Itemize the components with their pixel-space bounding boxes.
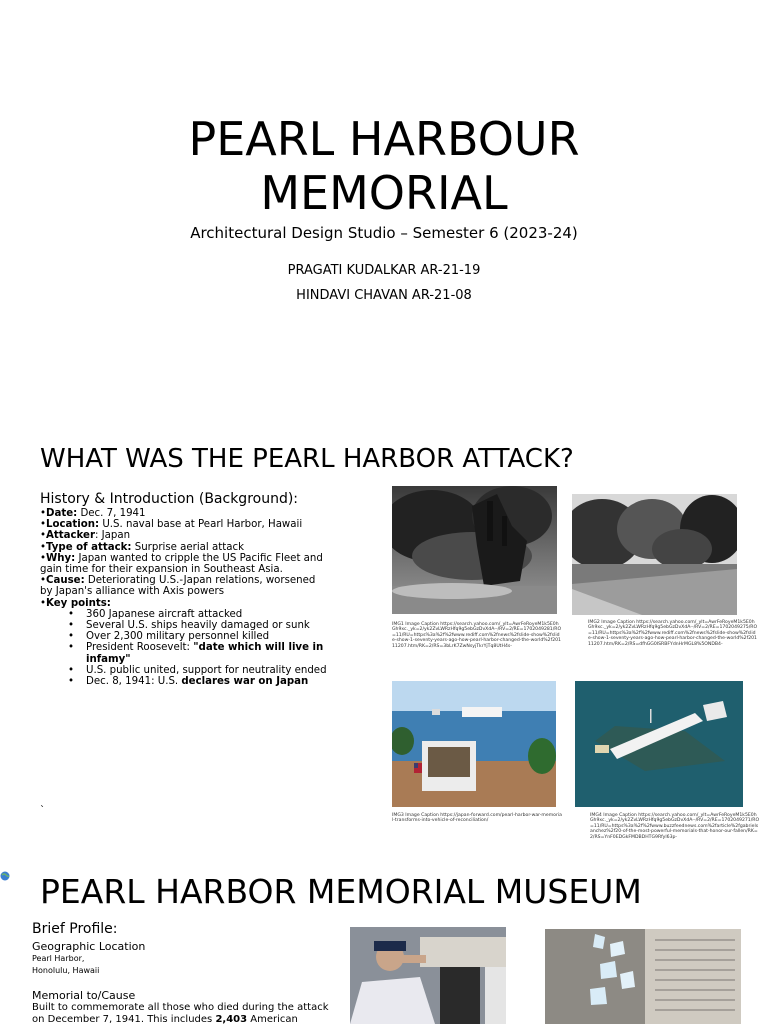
author-1: PRAGATI KUDALKAR AR-21-19: [287, 263, 481, 278]
fact-why: •Why: Japan wanted to cripple the US Pacific Fleet and gain time for their expansion in Southeast Asia.: [40, 552, 323, 576]
key-point: • Several U.S. ships heavily damaged or sunk: [86, 620, 330, 631]
caption-img2: IMG2 Image Caption https://search.yahoo.com/_ylt=AwrFeRoyeM1k5E0hGh9xc._yk=2/yk2ZvLWRzHfq9g5ebGzDvXdA--/RV=2/RE=1702049275/RO=11/RU=https%3a%2f%2fwww.rediff.com%2fnews%2fslide-show%2fslide-show-1-seventy-years-ago-how-pearl-harbor-changed-the-world%2f20111207.htm/RK=2/RS=dfhGG0ISRBFYdnHrMGL8%5ONDB4-: [588, 620, 758, 647]
photo-memorial-aerial: [575, 681, 743, 807]
history-title: History & Introduction (Background):: [40, 491, 299, 507]
museum-heading: PEARL HARBOR MEMORIAL MUSEUM: [40, 872, 642, 911]
stray-mark: `: [40, 805, 45, 816]
brief-profile-label: Brief Profile:: [32, 921, 118, 937]
key-point: • Dec. 8, 1941: U.S. declares war on Japan: [86, 676, 330, 687]
photo-harbor-smoke: [572, 494, 737, 615]
key-point: • Over 2,300 military personnel killed: [86, 631, 330, 642]
geo-line-2: Honolulu, Hawaii: [32, 966, 100, 975]
fact-type: •Type of attack: Surprise aerial attack: [40, 541, 244, 553]
fact-date: •Date: Dec. 7, 1941: [40, 508, 146, 519]
page-title: [0, 112, 768, 220]
photo-memorial-plaque: [392, 681, 556, 807]
caption-img4: IMG4 Image Caption https://search.yahoo.com/_ylt=AwrFeRoyeM1k5E0hGh9xc._yk=2/yk2ZvLWRzHfq9g5ebGzDvXdA--/RV=2/RE=1702049271/RO=11/RU=https%3a%2f%2fwww.buzzfeednews.com%2farticle%2fgabrielsanchez%2f20-of-the-most-powerful-memorials-that-honor-our-fallen/RK=2/RS=YnF0EDGkFMDBDHTG9Rfyl63p-: [590, 813, 760, 840]
caption-img1: IMG1 Image Caption https://search.yahoo.com/_ylt=AwrFeRoyeM1k5E0hGh9xc._yk=2/yk2ZvLWRzHfq9g5ebGzDvXdA--/RV=2/RE=1702049281/RO=11/RU=https%3a%2f%2fwww.rediff.com%2fnews%2fslide-show%2fslide-show-1-seventy-years-ago-how-pearl-harbor-changed-the-world%2f20111207.htm/RK=2/RS=3bLrK7ZwNsyjTkrYjTq8UtH4s-: [392, 622, 562, 649]
key-point: • 360 Japanese aircraft attacked: [86, 609, 330, 620]
photo-burning-battleship: [392, 486, 557, 614]
fact-cause: •Cause: Deteriorating U.S.-Japan relations, worsened by Japan's alliance with Axis powers: [40, 575, 316, 598]
facts-list: [40, 508, 330, 687]
memorial-description: Built to commemorate all those who died during the attack on December 7, 1941. This includes 2,403 American: [32, 1002, 329, 1025]
geo-line-1: Pearl Harbor,: [32, 954, 85, 963]
title-line-1: PEARL HARBOUR: [188, 112, 580, 166]
photo-veteran-salute: [350, 927, 506, 1024]
author-2: HINDAVI CHAVAN AR-21-08: [296, 288, 472, 303]
fact-location: •Location: U.S. naval base at Pearl Harbor, Hawaii: [40, 519, 303, 531]
key-point: • U.S. public united, support for neutrality ended: [86, 665, 330, 676]
attack-heading: WHAT WAS THE PEARL HARBOR ATTACK?: [40, 444, 574, 474]
caption-img3: IMG3 Image Caption https://japan-forward.com/pearl-harbor-war-memorial-transforms-into-vehicle-of-reconciliation/: [392, 813, 562, 824]
key-points-list: [40, 609, 330, 687]
memorial-label: Memorial to/Cause: [32, 989, 136, 1002]
fact-attacker: •Attacker: Japan: [40, 530, 131, 542]
subtitle: Architectural Design Studio – Semester 6 (2023-24): [190, 224, 578, 242]
key-point: • President Roosevelt: "date which will live in infamy": [86, 642, 330, 664]
geo-location-label: Geographic Location: [32, 940, 146, 953]
title-line-2: MEMORIAL: [260, 166, 508, 220]
photo-names-wall: [545, 929, 741, 1024]
key-points-label: •Key points:: [40, 597, 111, 609]
globe-icon: [0, 866, 10, 876]
